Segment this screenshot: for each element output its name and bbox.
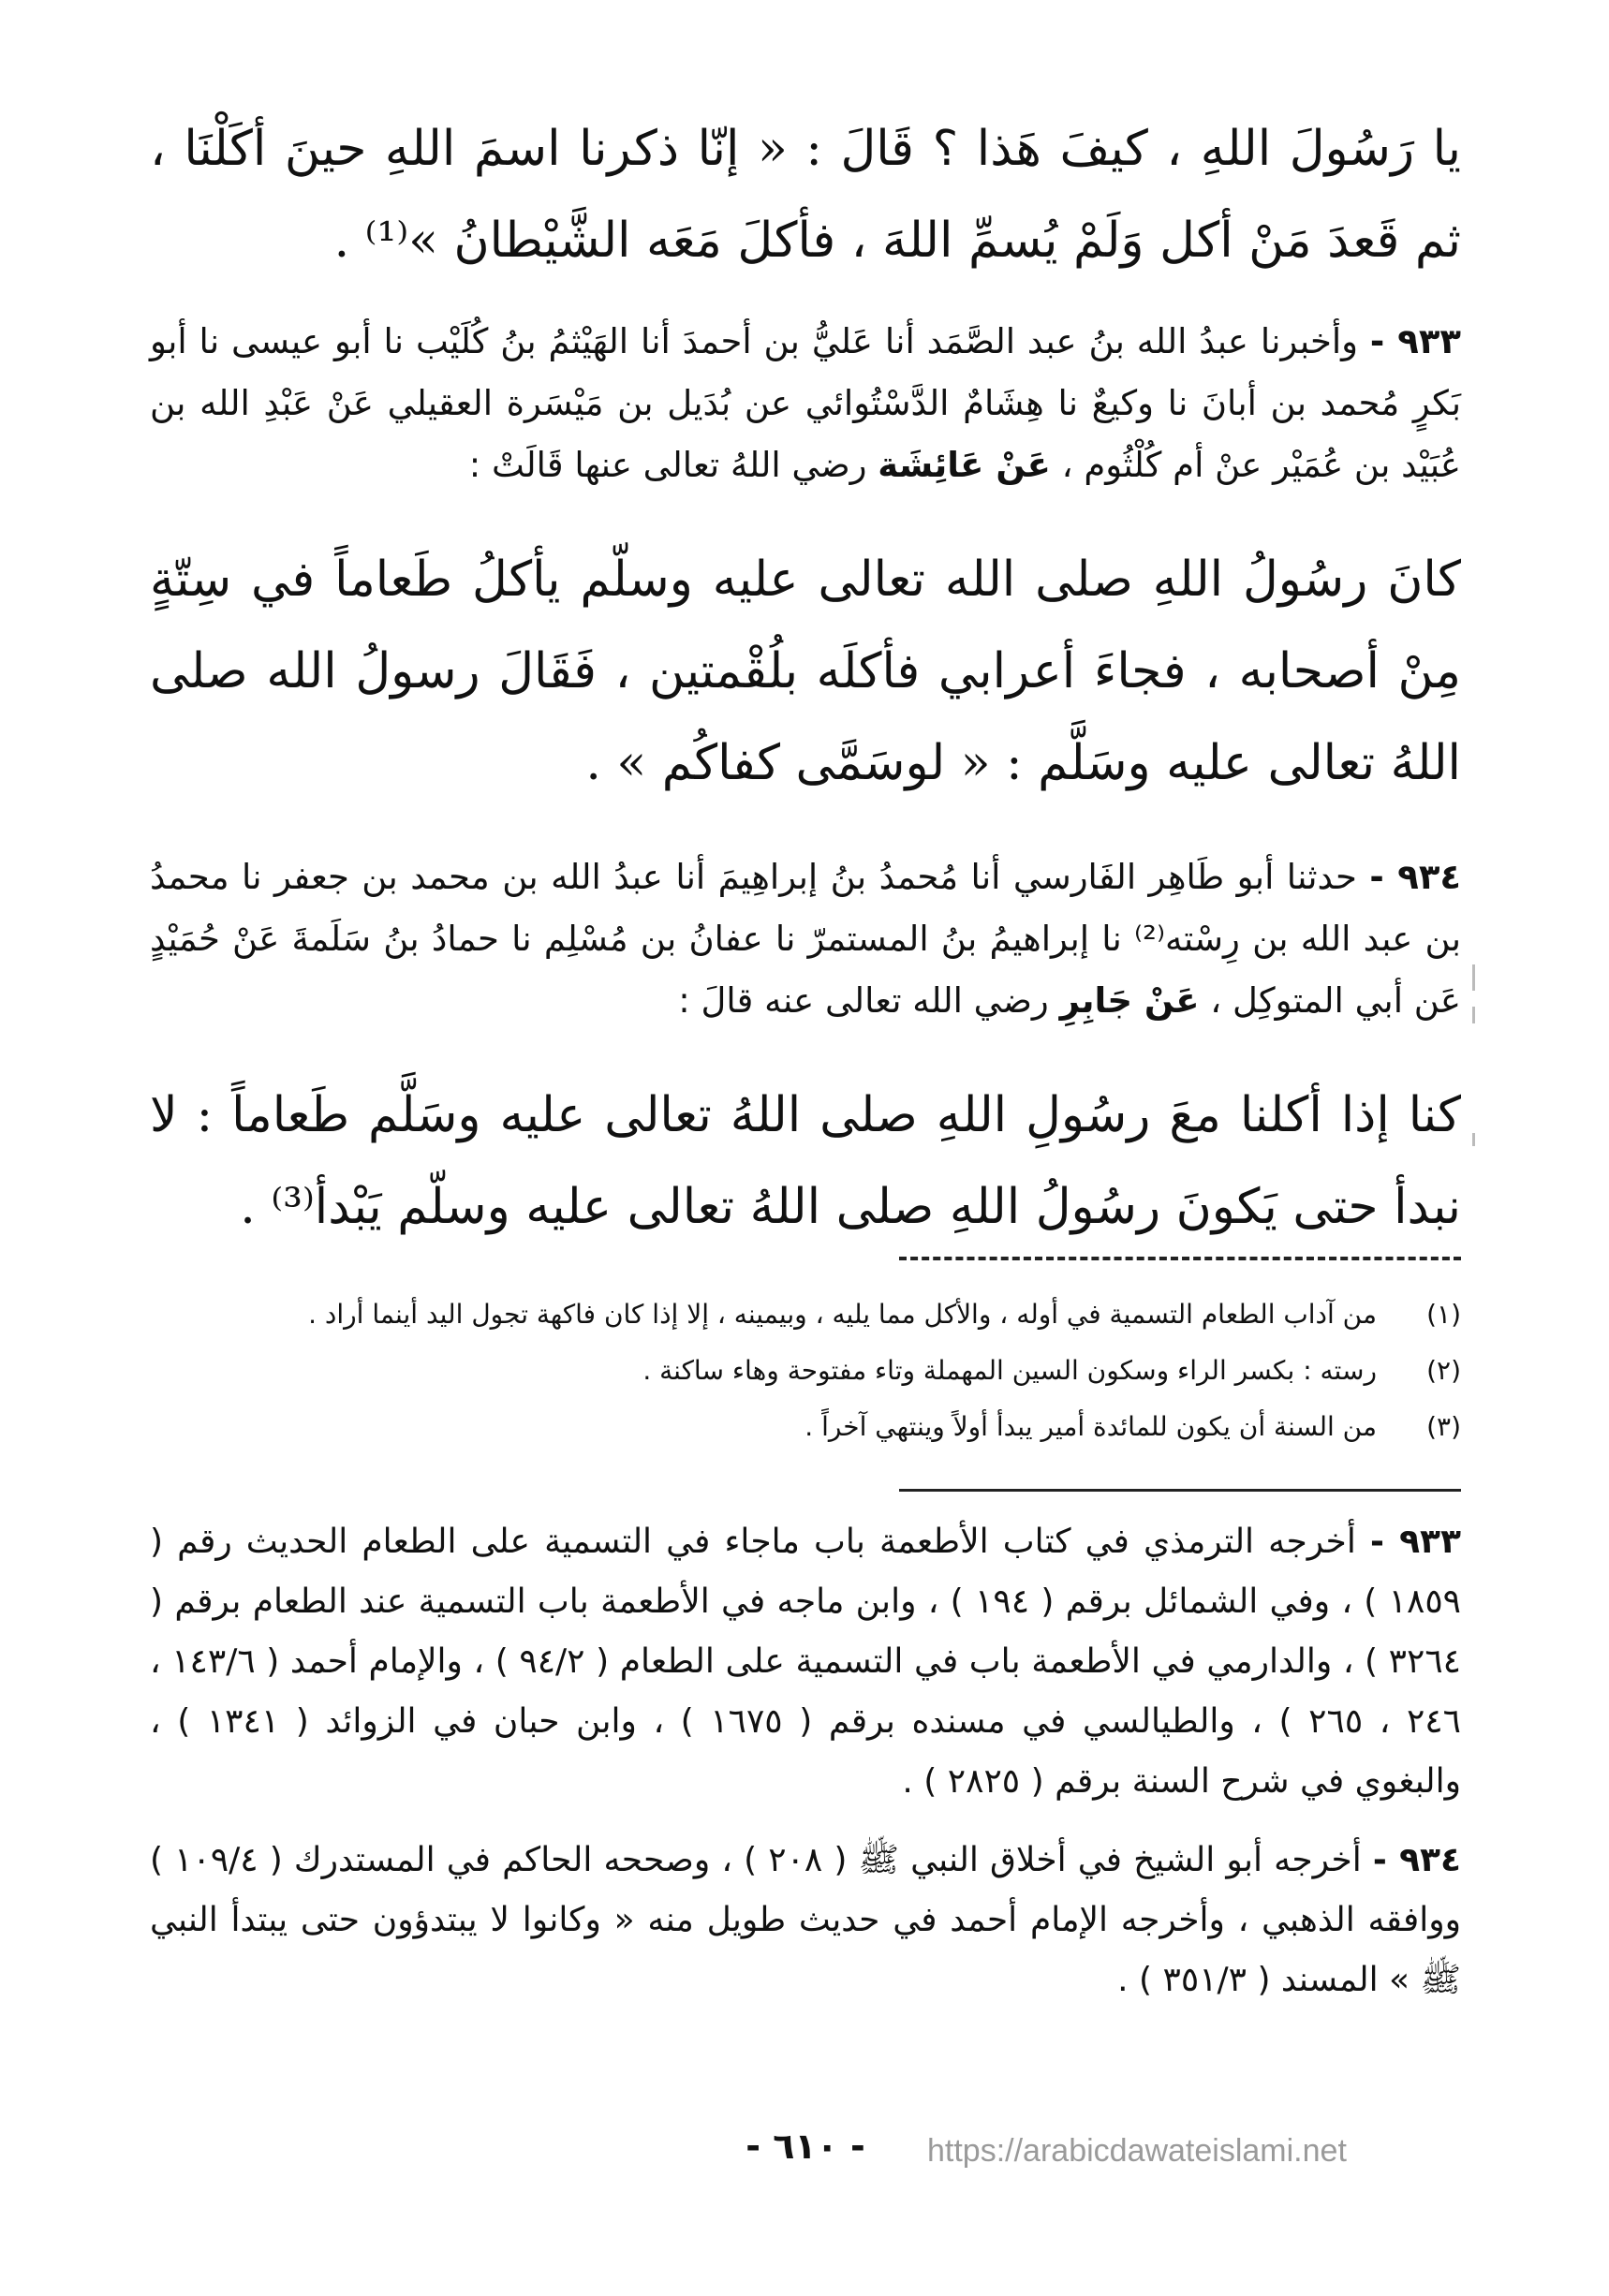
footnote-number: (١) (1426, 1299, 1461, 1330)
footnote-text: رسته : بكسر الراء وسكون السين المهملة وتاء مفتوحة وهاء ساكنة . (642, 1355, 1377, 1386)
footnote-text: من السنة أن يكون للمائدة أمير يبدأ أولاً وينتهي آخراً . (804, 1411, 1377, 1442)
footnote-divider (899, 1257, 1461, 1260)
takhrij-divider (899, 1489, 1461, 1492)
isnad-934 (150, 846, 1461, 1032)
continuation-paragraph: يا رَسُولَ اللهِ ، كيفَ هَذا ؟ قَالَ : « إنّا ذكرنا اسمَ اللهِ حينَ أكَلْنَا ، ثم قَعدَ مَنْ أكل وَلَمْ يُسمِّ اللهَ ، فأكلَ مَعَه الشَّيْطانُ »⁽¹⁾ . (150, 121, 1461, 269)
narrator-934: عَنْ جَابِرِ (1059, 980, 1200, 1021)
footnote-item (150, 1287, 1461, 1343)
scan-speck (1472, 964, 1475, 991)
takhrij-934 (150, 1831, 1461, 2010)
footnotes-list (150, 1287, 1461, 1455)
hadith-number-933: ٩٣٣ - (1369, 321, 1461, 361)
isnad-end-933: رضي اللهُ تعالى عنها قَالَتْ : (468, 445, 867, 485)
watermark-url: https://arabicdawateislami.net (927, 2133, 1347, 2169)
isnad-text-934: حدثنا أبو طَاهِر الفَارسي أنا مُحمدُ بنُ إبراهِيمَ أنا عبدُ الله بن محمد بن جعفر نا محمدُ بن عبد الله بن رِسْته⁽²⁾ نا إبراهيمُ بنُ المستمرّ نا عفانُ بن مُسْلِم نا حمادُ بنُ سَلَمةَ عَنْ حُمَيْدٍ عَن أبي المتوكِل ، (150, 857, 1461, 1021)
hadith-text-933: كانَ رسُولُ اللهِ صلى الله تعالى عليه وسلّم يأكلُ طَعاماً في سِتّةٍ مِنْ أصحابه ، فجاءَ أعرابي فأكلَه بلُقْمتين ، فَقَالَ رسولُ الله صلى اللهُ تعالى عليه وسَلَّم : « لوسَمَّى كفاكُم » . (150, 552, 1461, 791)
takhrij-933 (150, 1512, 1461, 1812)
isnad-933 (150, 311, 1461, 496)
footnote-number: (٢) (1426, 1355, 1461, 1386)
footnote-number: (٣) (1426, 1411, 1461, 1442)
scan-speck (1472, 1133, 1475, 1146)
hadith-text-934: كنا إذا أكلنا معَ رسُولِ اللهِ صلى اللهُ تعالى عليه وسَلَّم طَعاماً : لا نبدأ حتى يَكونَ رسُولُ اللهِ صلى اللهُ تعالى عليه وسلّم يَبْدأ⁽³⁾ . (150, 1087, 1461, 1235)
isnad-text-933: وأخبرنا عبدُ الله بنُ عبد الصَّمَد أنا عَليُّ بن أحمدَ أنا الهَيْثمُ بنُ كُلَيْب نا أبو عيسى نا أبو بَكرٍ مُحمد بن أبانَ نا وكيعٌ نا هِشَامٌ الدَّسْتُوائي عن بُدَيل بن مَيْسَرة العقيلي عَنْ عَبْدِ الله بن عُبَيْد بن عُمَيْر عنْ أم كُلْثُوم ، (150, 321, 1461, 485)
page-number: - ٦١٠ - (745, 2126, 865, 2167)
footnote-item (150, 1399, 1461, 1455)
takhrij-number-934: ٩٣٤ - (1372, 1841, 1461, 1879)
takhrij-text-934: أخرجه أبو الشيخ في أخلاق النبي ﷺ ( ٢٠٨ ) ، وصححه الحاكم في المستدرك ( ١٠٩/٤ ) ووافقه الذهبي ، وأخرجه الإمام أحمد في حديث طويل منه « وكانوا لا يبتدؤون حتى يبتدأ النبي ﷺ » المسند ( ٣٥١/٣ ) . (150, 1841, 1461, 1999)
hadith-number-934: ٩٣٤ - (1369, 857, 1461, 897)
isnad-end-934: رضي الله تعالى عنه قالَ : (678, 980, 1049, 1021)
footnote-text: من آداب الطعام التسمية في أوله ، والأكل مما يليه ، وبيمينه ، إلا إذا كان فاكهة تجول اليد أينما أراد . (308, 1299, 1377, 1330)
takhrij-text-933: أخرجه الترمذي في كتاب الأطعمة باب ماجاء في التسمية على الطعام الحديث رقم ( ١٨٥٩ ) ، وفي الشمائل برقم ( ١٩٤ ) ، وابن ماجه في الأطعمة باب التسمية عند الطعام برقم ( ٣٢٦٤ ) ، والدارمي في الأطعمة باب في التسمية على الطعام ( ٩٤/٢ ) ، والإمام أحمد ( ١٤٣/٦ ، ٢٤٦ ، ٢٦٥ ) ، والطيالسي في مسنده برقم ( ١٦٧٥ ) ، وابن حبان في الزوائد ( ١٣٤١ ) ، والبغوي في شرح السنة برقم ( ٢٨٢٥ ) . (150, 1523, 1462, 1801)
narrator-933: عَنْ عَائِشَة (878, 445, 1051, 485)
takhrij-number-933: ٩٣٣ - (1369, 1523, 1461, 1561)
page-body (150, 103, 1461, 2010)
scan-speck (1472, 1007, 1475, 1023)
footnote-item (150, 1343, 1461, 1399)
